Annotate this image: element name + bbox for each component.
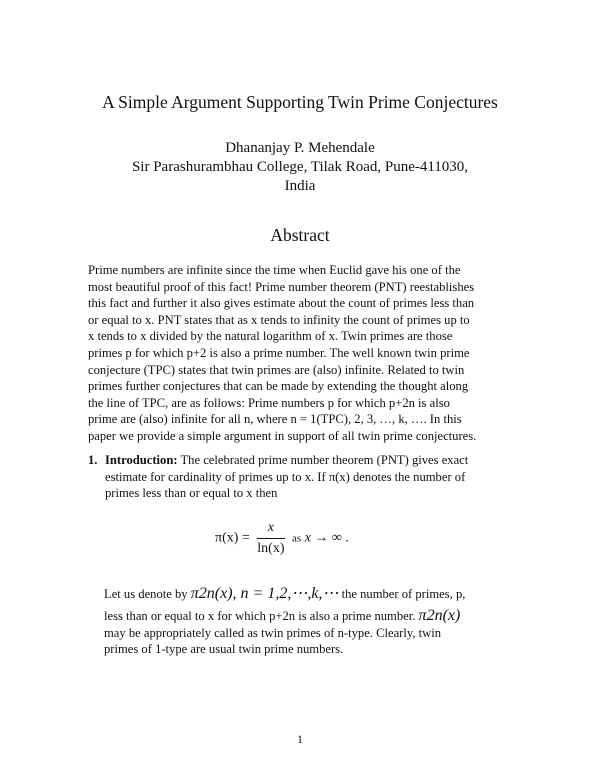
definition-formula: π2n(x), n = 1,2,⋯,k,⋯ (190, 585, 339, 602)
continuation-line: may be appropriately called as twin primes of n-type. Clearly, twin (104, 625, 442, 640)
definition-prefix: Let us denote by (104, 587, 188, 601)
introduction-section (88, 452, 518, 502)
abstract-heading: Abstract (270, 225, 330, 245)
equation-numerator: x (257, 520, 284, 539)
abstract-line: or equal to x. PNT states that as x tends to infinity the count of primes up to (88, 312, 470, 327)
intro-line: estimate for cardinality of primes up to x. If π(x) denotes the number of (105, 469, 466, 484)
author-name: Dhananjay P. Mehendale (225, 140, 375, 156)
author-country: India (284, 178, 316, 194)
abstract-line: Prime numbers are infinite since the time when Euclid gave his one of the (88, 263, 461, 277)
definition-suffix: the number of primes, p, (341, 587, 466, 601)
continuation-line (104, 608, 524, 625)
paper-title: A Simple Argument Supporting Twin Prime Conjectures (102, 92, 498, 112)
section-heading: Introduction: (105, 453, 178, 467)
equation-as: as (292, 532, 302, 545)
equation-lhs: π(x) = (215, 530, 250, 546)
intro-line: primes less than or equal to x then (105, 486, 278, 501)
definition-line (104, 583, 524, 603)
author-block (0, 139, 600, 196)
equation-limit: x → ∞ (304, 530, 342, 546)
page-number: 1 (297, 732, 303, 746)
abstract-line: conjecture (TPC) states that twin primes are (also) infinite. Related to twin (88, 362, 465, 377)
section-number: 1. (88, 453, 98, 467)
abstract-line: x tends to x divided by the natural logarithm of x. Twin primes are those (88, 329, 453, 344)
equation-period: . (345, 530, 349, 546)
abstract-body (88, 262, 516, 445)
intro-text: The celebrated prime number theorem (PNT) gives exact (180, 453, 469, 467)
continuation-formula: π2n(x) (418, 607, 461, 624)
definition-continuation (104, 608, 524, 658)
equation-denominator: ln(x) (257, 541, 285, 556)
author-affiliation: Sir Parashurambhau College, Tilak Road, Pune-411030, (131, 159, 469, 175)
abstract-line: most beautiful proof of this fact! Prime number theorem (PNT) reestablishes (88, 279, 475, 294)
pnt-equation (215, 520, 349, 557)
abstract-line: paper we provide a simple argument in support of all twin prime conjectures. (88, 428, 477, 443)
abstract-line: the line of TPC, are as follows: Prime numbers p for which p+2n is also (88, 395, 450, 410)
equation-fraction (257, 520, 284, 557)
abstract-line: prime are (also) infinite for all n, where n = 1(TPC), 2, 3, …, k, …. In this (88, 412, 462, 427)
intro-line (88, 452, 518, 469)
abstract-line: this fact and further it also gives estimate about the count of primes less than (88, 296, 475, 311)
continuation-text: less than or equal to x for which p+2n is also a prime number. (104, 609, 416, 623)
abstract-line: primes further conjectures that can be made by extending the thought along (88, 379, 469, 394)
abstract-line: primes p for which p+2 is also a prime number. The well known twin prime (88, 345, 470, 360)
continuation-line: primes of 1-type are usual twin prime numbers. (104, 642, 344, 657)
